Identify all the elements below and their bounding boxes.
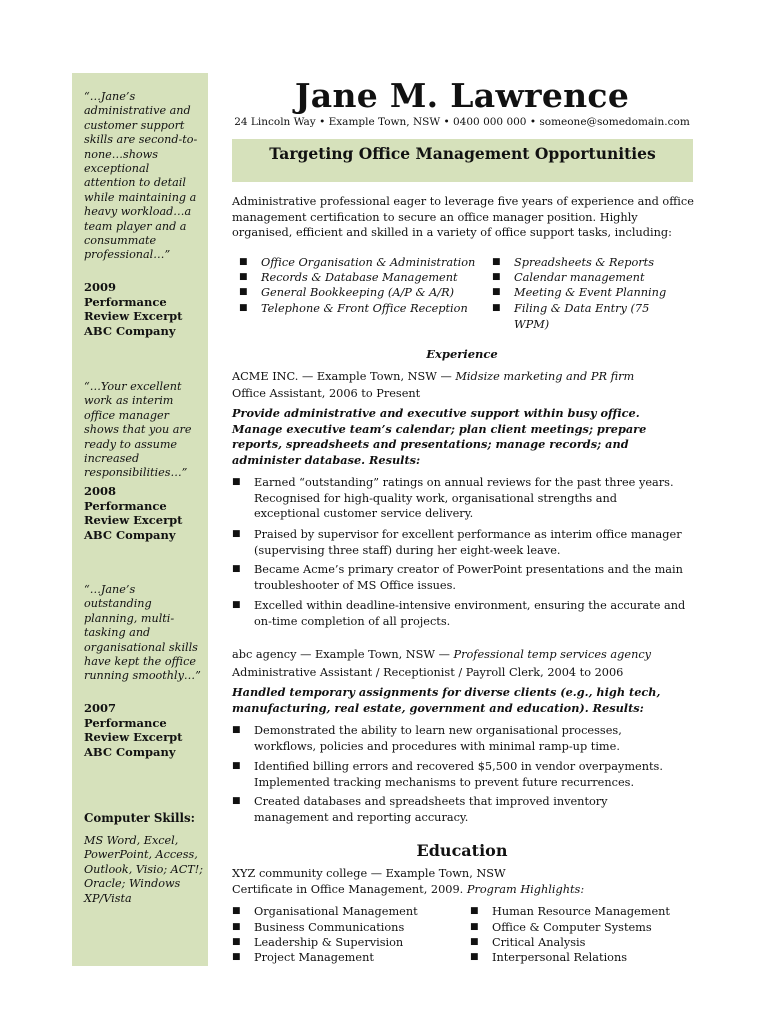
testimonial-company: ABC Company [84, 323, 176, 338]
job-summary: Handled temporary assignments for diverse clients (e.g., high tech, manufacturing, real estate, government and education). Results: [232, 685, 661, 715]
job-company-line: abc agency — Example Town, NSW — Professional temp services agency [232, 648, 652, 661]
testimonial-citation [84, 484, 206, 542]
job-title-line: Administrative Assistant / Receptionist / Payroll Clerk, 2004 to 2006 [232, 666, 624, 679]
computer-skills-list: MS Word, Excel, PowerPoint, Access, Outlook, Visio; ACT!; Oracle; Windows XP/Vista [84, 834, 204, 905]
computer-skills-title: Computer Skills: [84, 811, 195, 825]
testimonial-source: Performance Review Excerpt [84, 498, 183, 528]
job-company-line: ACME INC. — Example Town, NSW — Midsize marketing and PR firm [232, 370, 635, 383]
education-heading: Education [416, 841, 508, 860]
testimonial-year: 2007 [84, 701, 117, 715]
testimonial-quote: “…Jane’s administrative and customer support skills are second-to-none…shows exceptional attention to detail while maintaining a heavy workload…a team player and a consummate professional…” [84, 90, 198, 262]
profile-summary: Administrative professional eager to leverage five years of experience and office management certification to secure an office manager position. Highly organised, efficient and skilled in a variety of office support tasks, including: [232, 195, 694, 239]
school-line: XYZ community college — Example Town, NSW [232, 867, 506, 880]
certificate-line: Certificate in Office Management, 2009. Program Highlights: [232, 883, 585, 896]
contact-line: 24 Lincoln Way • Example Town, NSW • 0400 000 000 • someone@somedomain.com [234, 116, 690, 128]
testimonial-year: 2008 [84, 484, 117, 498]
testimonial-citation [84, 280, 206, 338]
testimonial-source: Performance Review Excerpt [84, 294, 183, 324]
candidate-name: Jane M. Lawrence [294, 76, 630, 115]
job-title-line: Office Assistant, 2006 to Present [232, 387, 421, 400]
testimonial-year: 2009 [84, 280, 117, 294]
testimonial-quote: “…Your excellent work as interim office manager shows that you are ready to assume increased responsibilities…” [84, 380, 192, 480]
job-summary: Provide administrative and executive support within busy office. Manage executive team’s calendar; plan client meetings; prepare reports, spreadsheets and presentations; manage records; and administer database. Results: [232, 406, 647, 467]
target-banner: Targeting Office Management Opportunities [232, 139, 693, 182]
testimonial-company: ABC Company [84, 744, 176, 759]
experience-heading: Experience [426, 347, 498, 361]
testimonial-citation [84, 701, 206, 759]
testimonial-source: Performance Review Excerpt [84, 715, 183, 745]
testimonial-company: ABC Company [84, 527, 176, 542]
testimonial-quote: “…Jane’s outstanding planning, multi-tasking and organisational skills have kept the office running smoothly…” [84, 583, 201, 683]
